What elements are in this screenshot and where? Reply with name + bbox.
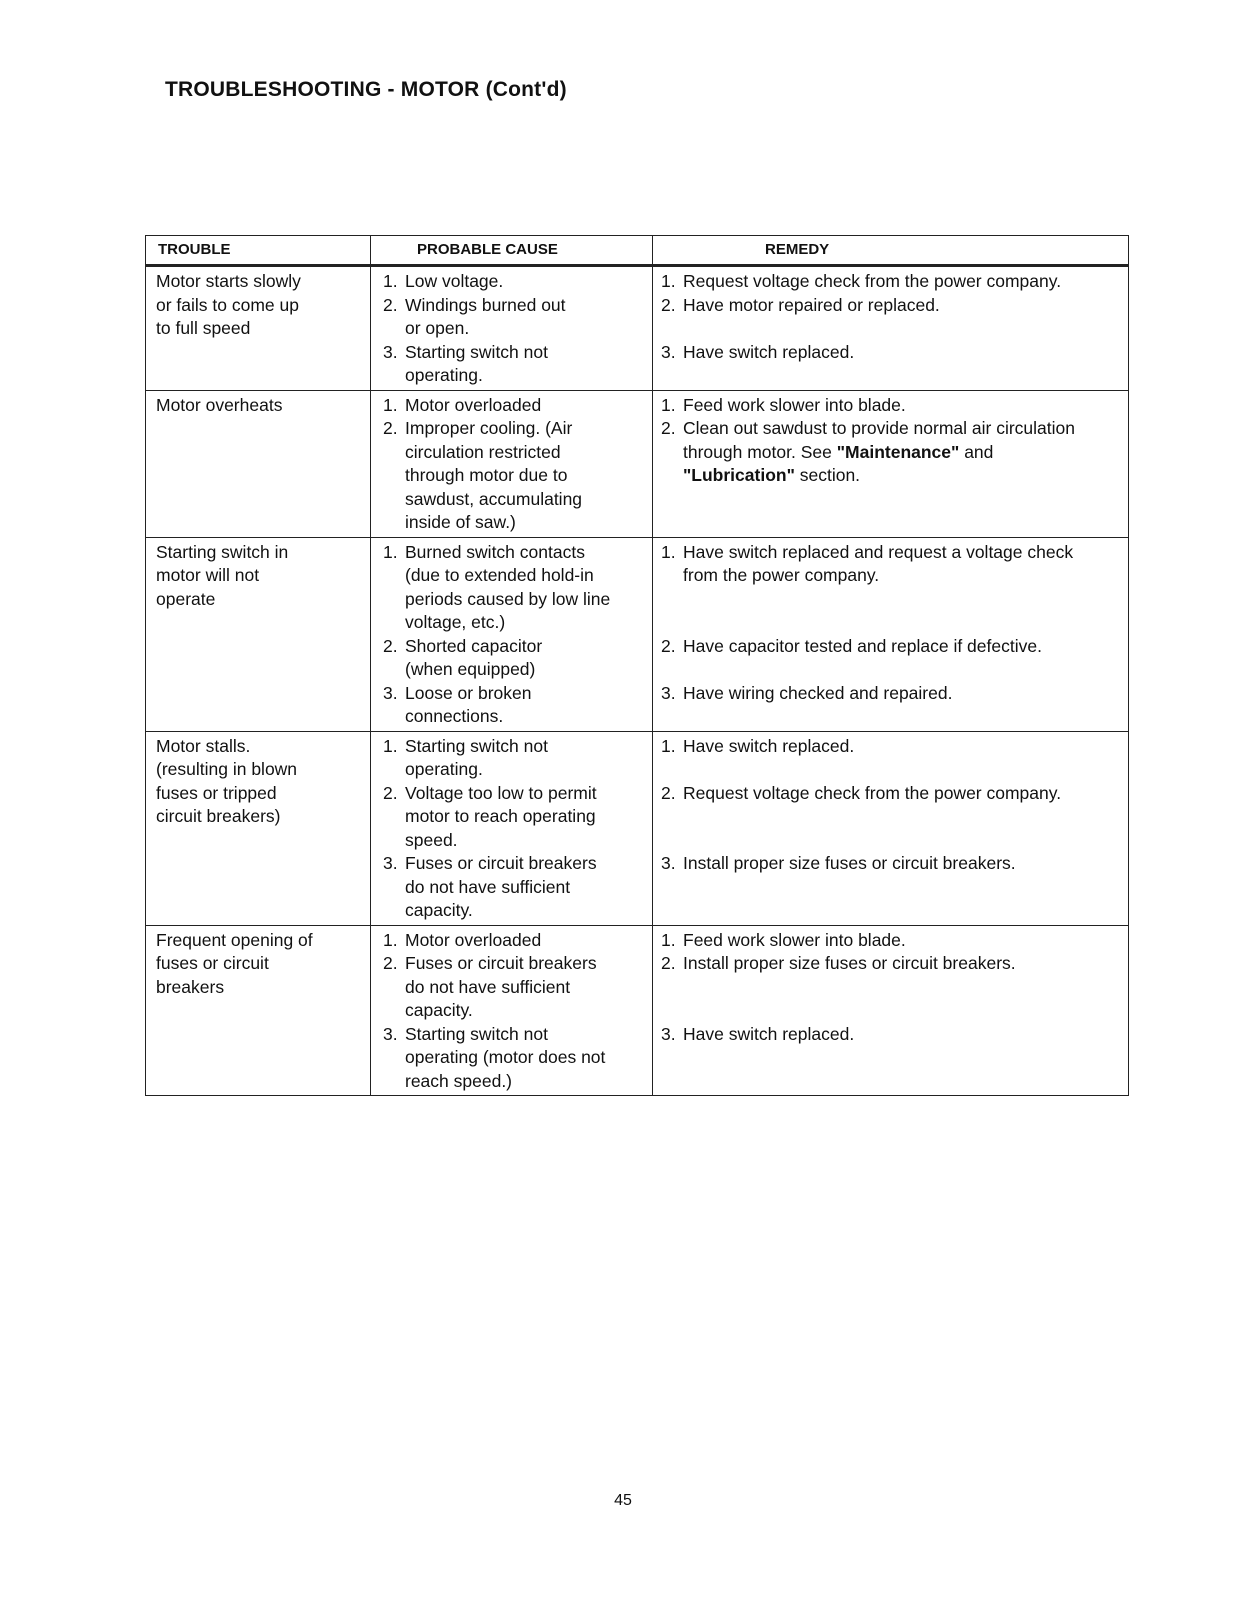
trouble-text: fuses or tripped (156, 782, 277, 803)
cause-item (383, 705, 648, 729)
trouble-text: breakers (156, 976, 225, 997)
remedy-text: Have capacitor tested and replace if defective. (683, 635, 1042, 656)
trouble-text: or fails to come up (156, 294, 299, 315)
text: section. (794, 465, 861, 485)
keyword-lubrication: "Lubrication" (683, 465, 795, 485)
trouble-text: motor will not (156, 565, 260, 585)
cause-text: Low voltage. (405, 271, 504, 291)
cause-number: 3. (383, 1023, 398, 1044)
remedy-item (661, 394, 1124, 418)
remedy-number: 2. (661, 782, 676, 803)
cause-item (383, 852, 648, 876)
cause-number: 1. (383, 541, 398, 562)
cause-number: 1. (383, 394, 398, 415)
cause-item (383, 1046, 648, 1070)
remedy-text: Feed work slower into blade. (683, 929, 906, 950)
cause-text: Motor overloaded (405, 929, 542, 950)
cause-text: inside of saw.) (405, 512, 516, 532)
trouble-text: Starting switch in (156, 541, 289, 562)
cause-text: circulation restricted (405, 441, 561, 462)
remedy-number: 2. (661, 953, 676, 973)
header-trouble: TROUBLE (146, 236, 371, 266)
header-probable-cause: PROBABLE CAUSE (371, 236, 653, 266)
cause-item (383, 541, 648, 565)
cause-item (383, 999, 648, 1023)
spacer (661, 658, 1124, 682)
remedy-text: from the power company. (683, 565, 880, 585)
cause-item (383, 805, 648, 829)
spacer (661, 805, 1124, 829)
table-row (146, 537, 1129, 731)
remedy-text: Have switch replaced. (683, 1023, 855, 1044)
cause-text: operating. (405, 759, 483, 779)
cause-text: Starting switch not (405, 1023, 548, 1044)
trouble-text: (resulting in blown (156, 759, 298, 779)
troubleshooting-table (145, 235, 1129, 1096)
keyword-maintenance: "Maintenance" (836, 441, 960, 462)
table-row (146, 731, 1129, 925)
spacer (661, 976, 1124, 1000)
trouble-text: fuses or circuit (156, 953, 269, 973)
remedy-number: 3. (661, 341, 676, 362)
cause-text: periods caused by low line (405, 588, 611, 609)
cause-item (383, 876, 648, 900)
remedy-number: 2. (661, 635, 676, 656)
cause-text: motor to reach operating (405, 806, 596, 826)
remedy-number: 3. (661, 682, 676, 703)
spacer (661, 829, 1124, 853)
remedy-text: Clean out sawdust to provide normal air circulation (683, 418, 1075, 438)
cause-text: sawdust, accumulating (405, 488, 583, 509)
remedy-cell (653, 266, 1129, 391)
cause-text: Fuses or circuit breakers (405, 853, 597, 873)
text: and (959, 441, 994, 462)
cause-text: Fuses or circuit breakers (405, 953, 597, 973)
remedy-number: 1. (661, 394, 676, 415)
page-number: 45 (614, 1492, 632, 1509)
trouble-text: to full speed (156, 318, 251, 338)
cause-text: reach speed.) (405, 1070, 513, 1091)
cause-item (383, 294, 648, 318)
remedy-text: Install proper size fuses or circuit breakers. (683, 953, 1016, 973)
remedy-item (661, 270, 1124, 294)
remedy-number: 1. (661, 929, 676, 950)
remedy-item (661, 564, 1124, 588)
remedy-text: Install proper size fuses or circuit breakers. (683, 853, 1016, 873)
table-header-row (146, 236, 1129, 266)
remedy-text: Request voltage check from the power company. (683, 782, 1062, 803)
cause-number: 2. (383, 782, 398, 803)
cause-number: 1. (383, 929, 398, 950)
cause-text: operating (motor does not (405, 1047, 606, 1067)
remedy-cell (653, 731, 1129, 925)
trouble-cell (146, 390, 371, 537)
table-row (146, 925, 1129, 1096)
cause-item (383, 441, 648, 465)
cause-number: 2. (383, 418, 398, 438)
remedy-number: 3. (661, 853, 676, 873)
cause-text: Motor overloaded (405, 394, 542, 415)
remedy-item (661, 952, 1124, 976)
cause-item (383, 417, 648, 441)
trouble-text: Frequent opening of (156, 929, 313, 950)
remedy-text: Have switch replaced. (683, 735, 855, 756)
cause-text: capacity. (405, 1000, 473, 1020)
cause-text: Voltage too low to permit (405, 782, 597, 803)
remedy-item (661, 294, 1124, 318)
remedy-text (683, 441, 1124, 465)
cause-item (383, 682, 648, 706)
cause-text: Starting switch not (405, 735, 548, 756)
cause-item (383, 758, 648, 782)
remedy-cell (653, 390, 1129, 537)
remedy-cell (653, 537, 1129, 731)
trouble-cell (146, 731, 371, 925)
cause-item (383, 464, 648, 488)
remedy-text: Have switch replaced. (683, 341, 855, 362)
cause-item (383, 1070, 648, 1094)
trouble-cell (146, 266, 371, 391)
cause-text: Loose or broken (405, 682, 532, 703)
cause-text: or open. (405, 318, 470, 338)
cause-number: 3. (383, 853, 398, 873)
cause-text: Improper cooling. (Air (405, 418, 573, 438)
remedy-item (661, 341, 1124, 365)
remedy-item (661, 417, 1124, 441)
remedy-continuation (661, 441, 1124, 465)
remedy-item (661, 782, 1124, 806)
cause-text: do not have sufficient (405, 876, 571, 897)
trouble-text: circuit breakers) (156, 806, 281, 826)
trouble-text: Motor starts slowly (156, 271, 301, 291)
cause-number: 1. (383, 735, 398, 756)
cause-text: Windings burned out (405, 294, 566, 315)
remedy-number: 1. (661, 541, 676, 562)
remedy-text (683, 464, 1124, 488)
remedy-item (661, 852, 1124, 876)
remedy-number: 2. (661, 294, 676, 315)
remedy-item (661, 1023, 1124, 1047)
cause-cell (371, 925, 653, 1096)
spacer (661, 999, 1124, 1023)
remedy-item (661, 682, 1124, 706)
remedy-text: Have switch replaced and request a voltage check (683, 541, 1074, 562)
spacer (661, 588, 1124, 612)
spacer (661, 317, 1124, 341)
cause-text: voltage, etc.) (405, 612, 506, 632)
cause-item (383, 588, 648, 612)
cause-item (383, 929, 648, 953)
cause-text: (when equipped) (405, 659, 536, 679)
remedy-item (661, 635, 1124, 659)
trouble-cell (146, 537, 371, 731)
cause-item (383, 341, 648, 365)
remedy-number: 1. (661, 735, 676, 756)
spacer (661, 611, 1124, 635)
page-title: TROUBLESHOOTING - MOTOR (Cont'd) (165, 78, 567, 101)
cause-text: Shorted capacitor (405, 635, 543, 656)
cause-item (383, 488, 648, 512)
cause-item (383, 952, 648, 976)
remedy-text: Have motor repaired or replaced. (683, 294, 940, 315)
cause-item (383, 564, 648, 588)
cause-number: 3. (383, 341, 398, 362)
cause-number: 3. (383, 682, 398, 703)
cause-text: connections. (405, 706, 504, 726)
remedy-text: Have wiring checked and repaired. (683, 682, 953, 703)
table-row (146, 266, 1129, 391)
cause-cell (371, 390, 653, 537)
remedy-item (661, 929, 1124, 953)
cause-item (383, 611, 648, 635)
cause-text: speed. (405, 829, 458, 850)
cause-item (383, 394, 648, 418)
text: through motor. See (683, 441, 837, 462)
cause-number: 2. (383, 635, 398, 656)
cause-number: 2. (383, 953, 398, 973)
cause-text: Burned switch contacts (405, 541, 585, 562)
cause-item (383, 364, 648, 388)
cause-text: do not have sufficient (405, 976, 571, 997)
cause-number: 1. (383, 271, 398, 291)
cause-text: operating. (405, 365, 483, 385)
remedy-number: 1. (661, 271, 676, 291)
cause-item (383, 899, 648, 923)
cause-text: (due to extended hold-in (405, 565, 594, 585)
cause-item (383, 735, 648, 759)
cause-item (383, 658, 648, 682)
remedy-item (661, 735, 1124, 759)
remedy-number: 2. (661, 418, 676, 438)
cause-item (383, 976, 648, 1000)
remedy-text: Request voltage check from the power company. (683, 271, 1062, 291)
remedy-cell (653, 925, 1129, 1096)
cause-item (383, 317, 648, 341)
trouble-cell (146, 925, 371, 1096)
cause-item (383, 270, 648, 294)
cause-text: Starting switch not (405, 341, 548, 362)
cause-number: 2. (383, 294, 398, 315)
cause-item (383, 782, 648, 806)
cause-cell (371, 537, 653, 731)
cause-item (383, 829, 648, 853)
cause-item (383, 511, 648, 535)
remedy-text: Feed work slower into blade. (683, 394, 906, 415)
trouble-text: operate (156, 588, 216, 609)
cause-cell (371, 266, 653, 391)
table-row (146, 390, 1129, 537)
trouble-text: Motor overheats (156, 394, 283, 415)
remedy-item (661, 541, 1124, 565)
trouble-text: Motor stalls. (156, 735, 251, 756)
cause-item (383, 635, 648, 659)
remedy-number: 3. (661, 1023, 676, 1044)
remedy-continuation (661, 464, 1124, 488)
spacer (661, 758, 1124, 782)
header-remedy: REMEDY (653, 236, 1129, 266)
cause-item (383, 1023, 648, 1047)
cause-text: capacity. (405, 900, 473, 920)
cause-cell (371, 731, 653, 925)
cause-text: through motor due to (405, 465, 568, 485)
